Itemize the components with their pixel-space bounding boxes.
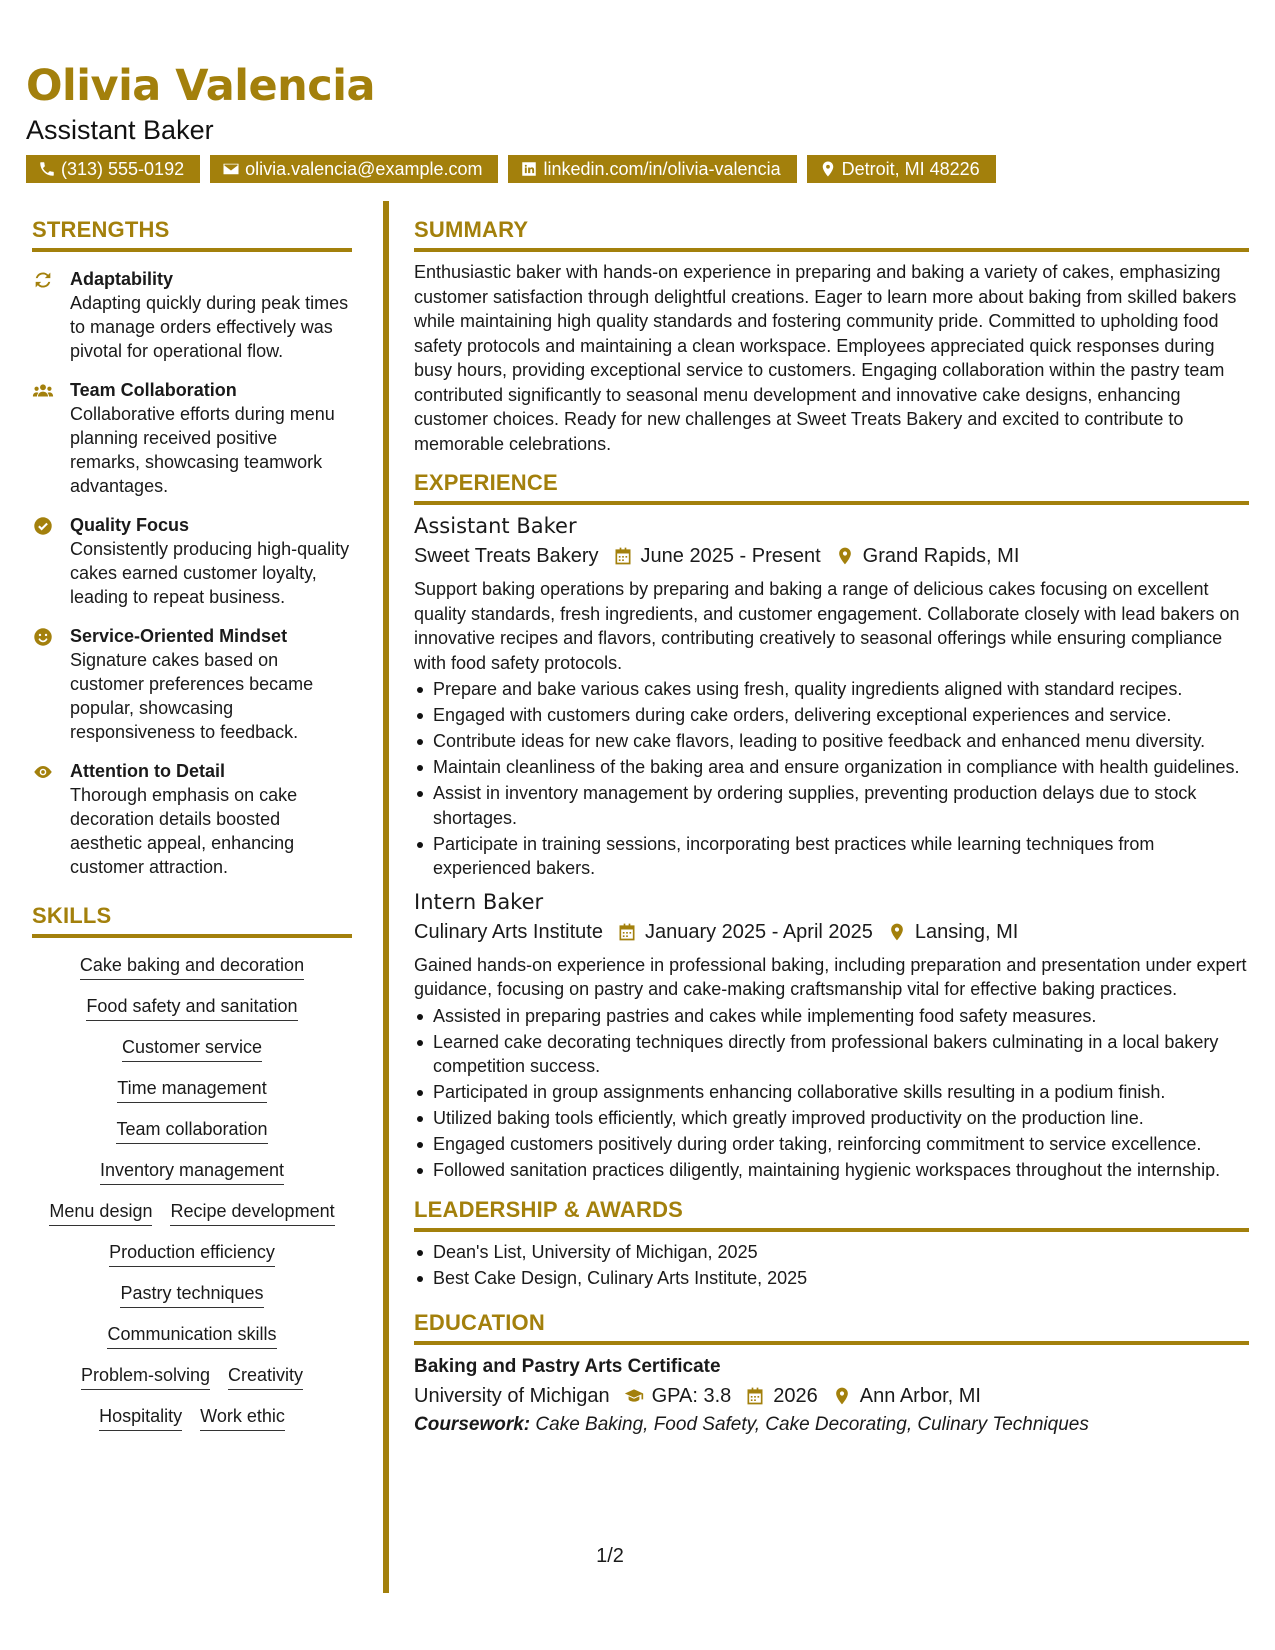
skill-tag: Team collaboration — [116, 1116, 267, 1144]
strength-item — [32, 759, 352, 879]
strength-title: Service-Oriented Mindset — [70, 626, 288, 646]
smile-icon — [32, 626, 54, 648]
strength-title: Team Collaboration — [70, 380, 237, 400]
job-bullets — [414, 1004, 1249, 1183]
company-name: Culinary Arts Institute — [414, 920, 603, 943]
coursework-list: Cake Baking, Food Safety, Cake Decorating, Culinary Techniques — [530, 1414, 1089, 1435]
list-item: Assist in inventory management by ordering supplies, preventing production delays due to stock shortages. — [414, 781, 1249, 830]
linkedin-chip[interactable] — [508, 155, 796, 183]
school-name: University of Michigan — [414, 1385, 610, 1407]
list-item: Utilized baking tools efficiently, which greatly improved productivity on the production line. — [414, 1106, 1249, 1131]
phone-text: (313) 555-0192 — [61, 159, 185, 179]
users-icon — [32, 380, 54, 402]
linkedin-text: linkedin.com/in/olivia-valencia — [543, 159, 781, 179]
graduation-cap-icon — [624, 1386, 644, 1406]
skill-tag: Problem-solving — [81, 1362, 210, 1390]
refresh-icon — [32, 269, 54, 291]
column-divider — [383, 201, 389, 1593]
education-location: Ann Arbor, MI — [859, 1385, 981, 1407]
skills-heading: SKILLS — [32, 899, 352, 938]
strength-desc: Consistently producing high-quality cakes earned customer loyalty, leading to repeat business. — [70, 539, 350, 607]
job-description: Gained hands-on experience in professional baking, including preparation and presentation under expert guidance, focusing on pastry and cake-making craftsmanship vital for effective baking practices. — [414, 954, 1247, 999]
right-column — [414, 213, 1249, 1439]
resume-header — [26, 60, 1256, 183]
job-bullets — [414, 677, 1249, 881]
strength-desc: Signature cakes based on customer preferences became popular, showcasing responsiveness to feedback. — [70, 650, 314, 742]
summary-text: Enthusiastic baker with hands-on experience in preparing and baking a variety of cakes, emphasizing customer satisfaction through delightful creations. Eager to learn more about baking from skilled bakers while maintaining high quality standards and fostering community pride. Committed to upholding food safety protocols and maintaining a clean workspace. Employees appreciated quick responses during busy hours, providing exceptional service to customers. Engaging collaboration within the pastry team contributed significantly to seasonal menu development and innovative cake designs, enhancing customer choices. Ready for new challenges at Sweet Treats Bakery and excited to contribute to memorable celebrations. — [414, 262, 1237, 454]
skill-tag: Production efficiency — [109, 1239, 275, 1267]
linkedin-icon — [520, 160, 538, 178]
job-dates: January 2025 - April 2025 — [644, 920, 873, 943]
skill-tag: Inventory management — [100, 1157, 284, 1185]
job-entry — [414, 511, 1249, 881]
skill-tag: Recipe development — [170, 1198, 334, 1226]
list-item: Engaged customers positively during order taking, reinforcing commitment to service excellence. — [414, 1132, 1249, 1157]
job-description: Support baking operations by preparing and baking a range of delicious cakes focusing on excellent quality standards, fresh ingredients, and customer engagement. Collaborate closely with lead bakers on innovative recipes and flavors, contributing creatively to seasonal offerings while ensuring compliance with food safety protocols. — [414, 579, 1240, 673]
skill-tag: Hospitality — [99, 1403, 182, 1431]
strength-desc: Collaborative efforts during menu planning received positive remarks, showcasing teamwork advantages. — [70, 404, 335, 496]
skill-tag: Work ethic — [200, 1403, 285, 1431]
skill-tag: Cake baking and decoration — [80, 952, 304, 980]
left-column — [32, 213, 352, 1431]
phone-chip[interactable] — [26, 155, 200, 183]
job-location: Lansing, MI — [914, 920, 1019, 943]
candidate-name: Olivia Valencia — [26, 61, 375, 111]
location-chip — [807, 155, 996, 183]
strength-desc: Thorough emphasis on cake decoration details boosted aesthetic appeal, enhancing customer attraction. — [70, 785, 298, 877]
strength-item — [32, 378, 352, 498]
list-item: Engaged with customers during cake orders, delivering exceptional experiences and service. — [414, 703, 1249, 728]
eye-icon — [32, 761, 54, 783]
job-location: Grand Rapids, MI — [862, 545, 1020, 567]
job-dates: June 2025 - Present — [640, 545, 821, 567]
strength-item — [32, 267, 352, 363]
contact-bar — [26, 155, 1256, 183]
degree-title: Baking and Pastry Arts Certificate — [414, 1356, 721, 1377]
skill-tag: Customer service — [122, 1034, 262, 1062]
strength-desc: Adapting quickly during peak times to manage orders effectively was pivotal for operational flow. — [70, 293, 349, 361]
calendar-icon — [745, 1386, 765, 1406]
job-title: Assistant Baker — [414, 514, 577, 538]
summary-heading: SUMMARY — [414, 213, 1249, 252]
candidate-role: Assistant Baker — [26, 115, 214, 145]
calendar-icon — [617, 922, 637, 942]
page-number: 1/2 — [596, 1545, 624, 1567]
coursework — [414, 1411, 1249, 1439]
skill-tag: Food safety and sanitation — [86, 993, 297, 1021]
education-year: 2026 — [773, 1385, 818, 1407]
email-chip[interactable] — [210, 155, 498, 183]
envelope-icon — [222, 160, 240, 178]
experience-heading: EXPERIENCE — [414, 466, 1249, 505]
strength-item — [32, 624, 352, 744]
list-item: Best Cake Design, Culinary Arts Institute, 2025 — [414, 1266, 1249, 1291]
awards-list — [414, 1240, 1249, 1291]
skill-tag: Creativity — [228, 1362, 303, 1390]
strength-title: Attention to Detail — [70, 761, 225, 781]
list-item: Prepare and bake various cakes using fresh, quality ingredients aligned with standard recipes. — [414, 677, 1249, 702]
map-pin-icon — [887, 922, 907, 942]
list-item: Participate in training sessions, incorporating best practices while learning techniques from experienced bakers. — [414, 832, 1249, 881]
calendar-icon — [613, 546, 633, 566]
coursework-label: Coursework: — [414, 1414, 531, 1435]
list-item: Maintain cleanliness of the baking area and ensure organization in compliance with health guidelines. — [414, 755, 1249, 780]
list-item: Contribute ideas for new cake flavors, leading to positive feedback and enhanced menu diversity. — [414, 729, 1249, 754]
strength-title: Adaptability — [70, 269, 174, 289]
list-item: Learned cake decorating techniques directly from professional bakers culminating in a local bakery competition success. — [414, 1030, 1249, 1079]
job-entry — [414, 887, 1249, 1183]
list-item: Participated in group assignments enhancing collaborative skills resulting in a podium finish. — [414, 1080, 1249, 1105]
job-meta — [414, 541, 1249, 571]
check-circle-icon — [32, 515, 54, 537]
job-meta — [414, 917, 1249, 947]
job-title: Intern Baker — [414, 889, 544, 914]
skills-list — [32, 952, 352, 1431]
strength-title: Quality Focus — [70, 515, 190, 535]
awards-heading: LEADERSHIP & AWARDS — [414, 1193, 1249, 1232]
phone-icon — [38, 160, 56, 178]
skill-tag: Menu design — [49, 1198, 152, 1226]
list-item: Followed sanitation practices diligently, maintaining hygienic workspaces throughout the internship. — [414, 1158, 1249, 1183]
strengths-heading: STRENGTHS — [32, 213, 352, 252]
map-pin-icon — [819, 160, 837, 178]
list-item: Dean's List, University of Michigan, 2025 — [414, 1240, 1249, 1265]
email-text: olivia.valencia@example.com — [245, 159, 483, 179]
education-meta — [414, 1381, 1249, 1411]
company-name: Sweet Treats Bakery — [414, 545, 599, 567]
map-pin-icon — [832, 1386, 852, 1406]
gpa-text: GPA: 3.8 — [651, 1385, 732, 1407]
strength-item — [32, 513, 352, 609]
location-text: Detroit, MI 48226 — [841, 159, 980, 179]
list-item: Assisted in preparing pastries and cakes while implementing food safety measures. — [414, 1004, 1249, 1029]
skill-tag: Pastry techniques — [120, 1280, 263, 1308]
skill-tag: Time management — [117, 1075, 266, 1103]
skill-tag: Communication skills — [107, 1321, 276, 1349]
map-pin-icon — [835, 546, 855, 566]
education-heading: EDUCATION — [414, 1306, 1249, 1345]
